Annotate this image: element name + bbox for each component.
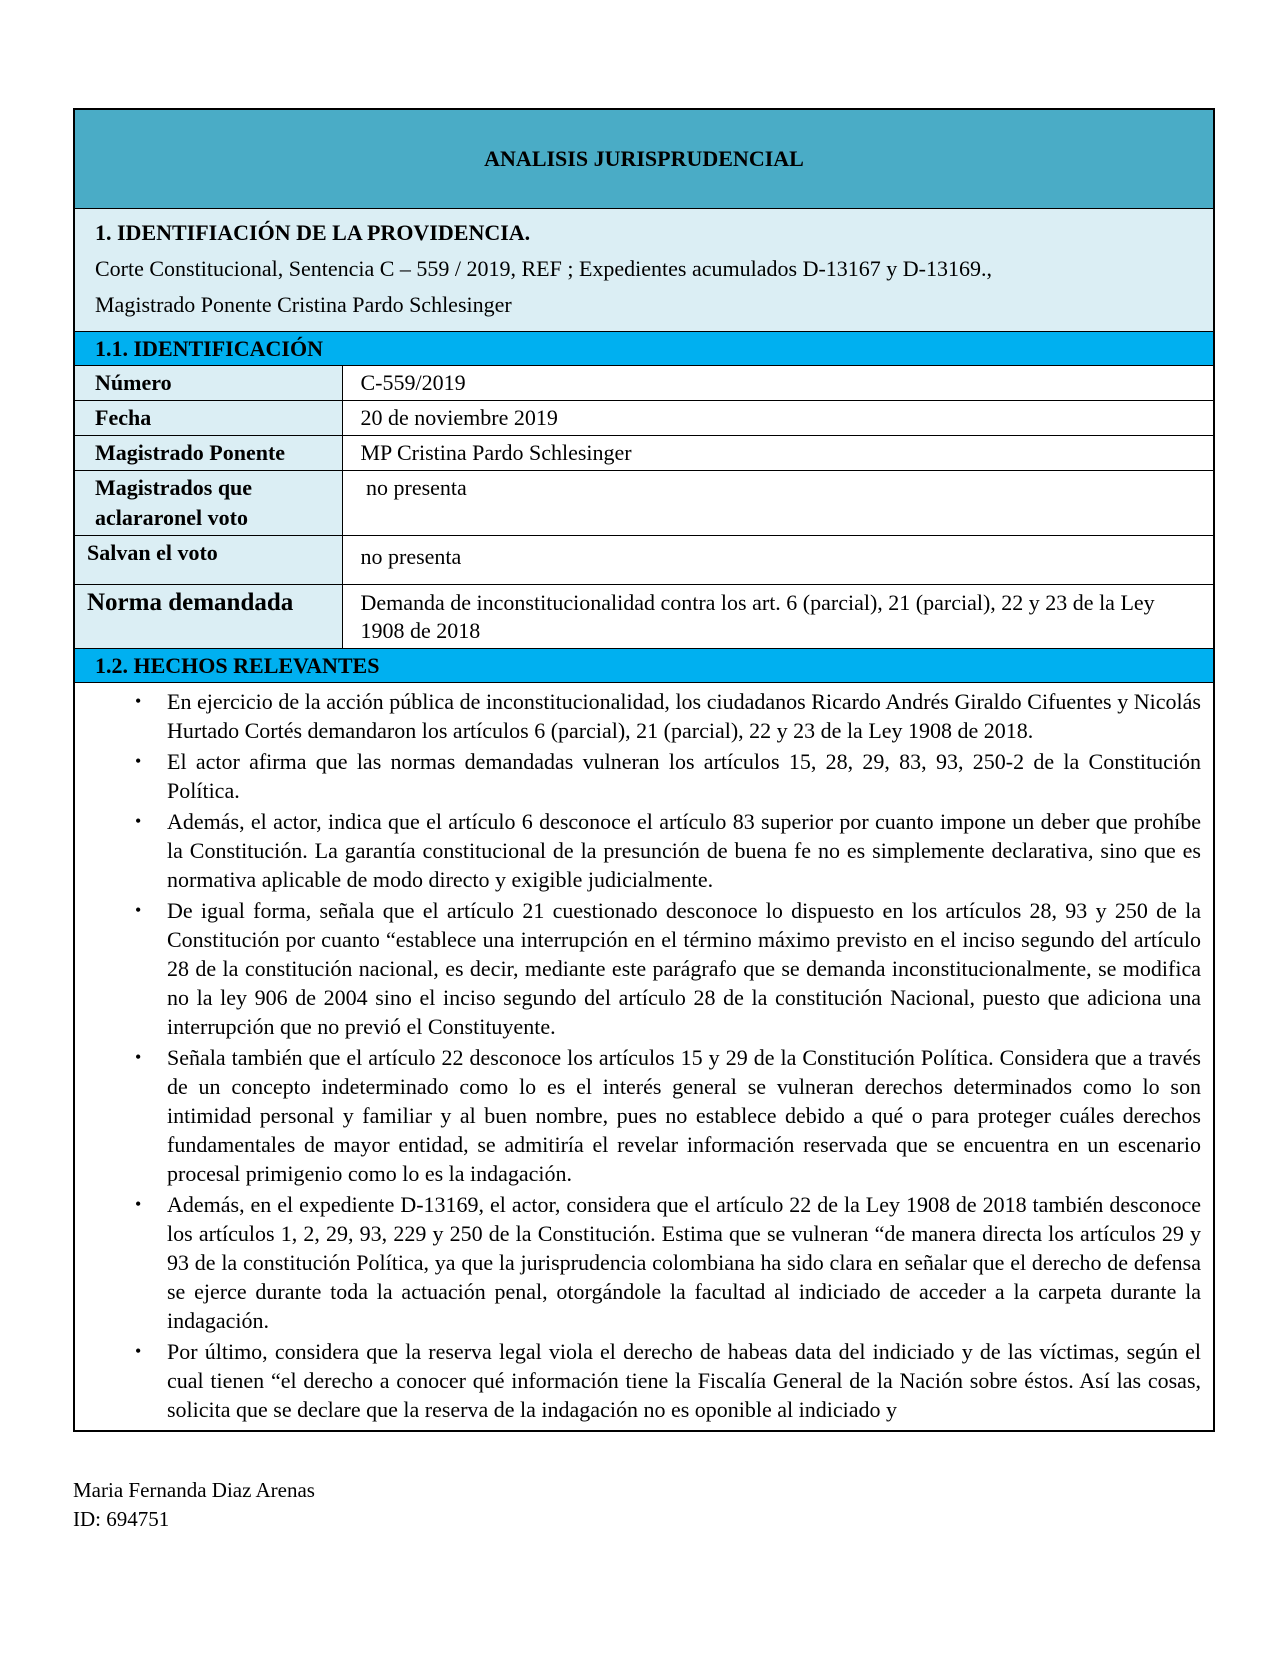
- facts-cell: [74, 683, 1214, 1432]
- label-numero: Número: [74, 366, 342, 401]
- list-item: [95, 1043, 1201, 1188]
- label-fecha: Fecha: [74, 401, 342, 436]
- value-magistrado-ponente: MP Cristina Pardo Schlesinger: [342, 436, 1214, 471]
- section-hechos-relevantes: 1.2. HECHOS RELEVANTES: [74, 649, 1214, 683]
- value-numero: C-559/2019: [342, 366, 1214, 401]
- list-item: [95, 1337, 1201, 1424]
- fact-text: El actor afirma que las normas demandadas vulneran los artículos 15, 28, 29, 83, 93, 250-2 de la Constitución Política.: [167, 749, 1201, 803]
- label-norma-demandada: Norma demandada: [74, 585, 342, 649]
- fact-text: Además, en el expediente D-13169, el actor, considera que el artículo 22 de la Ley 1908 de 2018 también desconoce los artículos 1, 2, 29, 93, 229 y 250 de la Constitución. Estima que se vulneran “de manera directa los artículos 29 y 93 de la constitución Política, ya que la jurisprudencia colombiana ha sido clara en señalar que el derecho de defensa se ejerce durante toda la actuación penal, otorgándole la facultad al indiciado de acceder a la carpeta durante la indagación.: [167, 1192, 1201, 1333]
- bullet-icon: •: [135, 1047, 142, 1067]
- label-aclararon-voto: Magistrados que aclararonel voto: [74, 471, 342, 536]
- bullet-icon: •: [135, 900, 142, 920]
- list-item: [95, 747, 1201, 805]
- fact-text: Por último, considera que la reserva legal viola el derecho de habeas data del indiciado y de las víctimas, según el cual tienen “el derecho a conocer qué información tiene la Fiscalía General de la Nación sobre éstos. Así las cosas, solicita que se declare que la reserva de la indagación no es oponible al indiciado y: [167, 1339, 1201, 1422]
- value-fecha: 20 de noviembre 2019: [342, 401, 1214, 436]
- fact-text: En ejercicio de la acción pública de inconstitucionalidad, los ciudadanos Ricardo Andrés Giraldo Cifuentes y Nicolás Hurtado Cortés demandaron los artículos 6 (parcial), 21 (parcial), 22 y 23 de la Ley 1908 de 2018.: [167, 689, 1201, 743]
- identification-line-2: Magistrado Ponente Cristina Pardo Schlesinger: [95, 292, 512, 317]
- value-norma-demandada: Demanda de inconstitucionalidad contra los art. 6 (parcial), 21 (parcial), 22 y 23 de la Ley 1908 de 2018: [342, 585, 1214, 649]
- bullet-icon: •: [135, 691, 142, 711]
- list-item: [95, 807, 1201, 894]
- value-aclararon-voto: no presenta: [342, 471, 1214, 536]
- identification-heading: 1. IDENTIFIACIÓN DE LA PROVIDENCIA.: [95, 220, 531, 245]
- bullet-icon: •: [135, 751, 142, 771]
- fact-text: Señala también que el artículo 22 desconoce los artículos 15 y 29 de la Constitución Política. Considera que a través de un concepto indeterminado como lo es el interés general se vulneran derechos determinados como lo son intimidad personal y familiar y al buen nombre, pues no establece debido a qué o para proteger cuáles derechos fundamentales de mayor entidad, se admitiría el revelar información reservada que se encuentra en un escenario procesal primigenio como lo es la indagación.: [167, 1045, 1201, 1186]
- fact-text: Además, el actor, indica que el artículo 6 desconoce el artículo 83 superior por cuanto impone un deber que prohíbe la Constitución. La garantía constitucional de la presunción de buena fe no es simplemente declarativa, sino que es normativa aplicable de modo directo y exigible judicialmente.: [167, 809, 1201, 892]
- label-salvan-voto: Salvan el voto: [74, 536, 342, 585]
- fact-text: De igual forma, señala que el artículo 21 cuestionado desconoce lo dispuesto en los artículos 28, 93 y 250 de la Constitución por cuanto “establece una interrupción en el término máximo previsto en el inciso segundo del artículo 28 de la constitución nacional, es decir, mediante este parágrafo que se demanda inconstitucionalmente, se modifica no la ley 906 de 2004 sino el inciso segundo del artículo 28 de la constitución Nacional, puesto que adiciona una interrupción que no previó el Constituyente.: [167, 898, 1201, 1039]
- identification-block: [74, 209, 1214, 332]
- value-salvan-voto: no presenta: [342, 536, 1214, 585]
- identification-line-1: Corte Constitucional, Sentencia C – 559 / 2019, REF ; Expedientes acumulados D-13167 y D-13169.,: [95, 256, 992, 281]
- analysis-table: [73, 108, 1215, 1432]
- list-item: [95, 1190, 1201, 1335]
- facts-list: [95, 687, 1201, 1424]
- list-item: [95, 896, 1201, 1041]
- author-id: ID: 694751: [73, 1507, 170, 1531]
- bullet-icon: •: [135, 811, 142, 831]
- document: [73, 108, 1213, 1432]
- bullet-icon: •: [135, 1341, 142, 1361]
- author-name: Maria Fernanda Diaz Arenas: [73, 1478, 315, 1502]
- footer: [73, 1476, 315, 1534]
- document-title: ANALISIS JURISPRUDENCIAL: [74, 109, 1214, 209]
- section-identificacion: 1.1. IDENTIFICACIÓN: [74, 332, 1214, 366]
- label-magistrado-ponente: Magistrado Ponente: [74, 436, 342, 471]
- list-item: [95, 687, 1201, 745]
- bullet-icon: •: [135, 1194, 142, 1214]
